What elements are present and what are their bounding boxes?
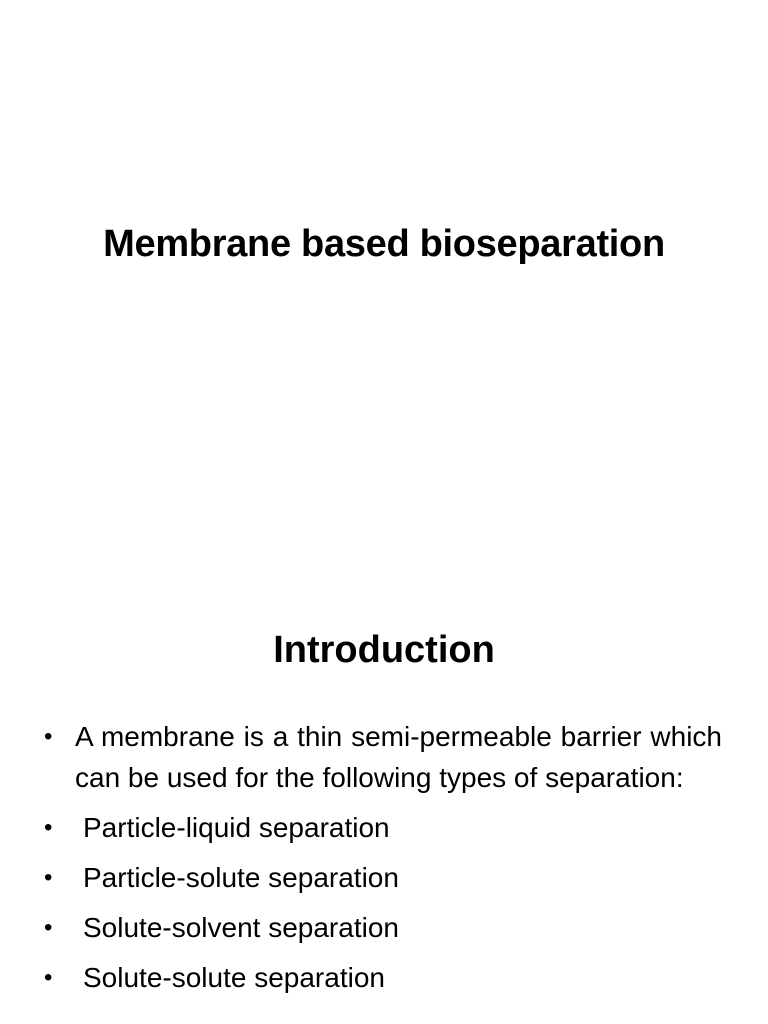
bullet-list (44, 716, 722, 1007)
bullet-icon: • (44, 864, 53, 891)
list-item-text: Particle-solute separation (83, 862, 399, 893)
list-item-text: Solute-solvent separation (83, 912, 399, 943)
list-item (44, 807, 722, 848)
bullet-icon: • (44, 723, 53, 750)
presentation-title: Membrane based bioseparation (103, 223, 665, 265)
list-item (44, 857, 722, 898)
list-item-text: Particle-liquid separation (83, 812, 390, 843)
list-item (44, 957, 722, 998)
list-item (44, 907, 722, 948)
slide-heading: Introduction (273, 629, 495, 671)
bullet-icon: • (44, 914, 53, 941)
list-item-text: Solute-solute separation (83, 962, 385, 993)
bullet-icon: • (44, 814, 53, 841)
bullet-icon: • (44, 964, 53, 991)
list-item-text: A membrane is a thin semi-permeable barrier which can be used for the following types of separation: (75, 721, 722, 793)
list-item (44, 716, 722, 798)
introduction-slide (0, 576, 768, 1024)
